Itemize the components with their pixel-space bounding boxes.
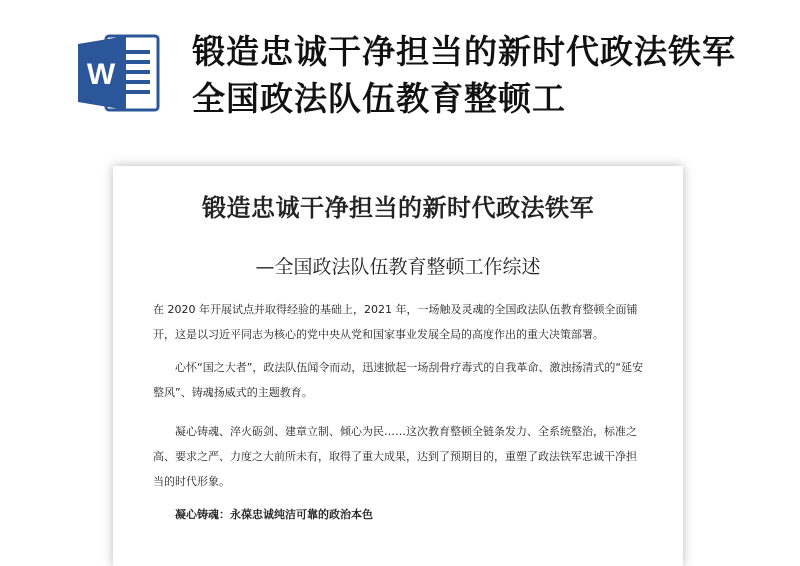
paragraph-3: 凝心铸魂、淬火砺剑、建章立制、倾心为民……这次教育整顿全链条发力、全系统整治，标准之高、要求之严、力度之大前所未有，取得了重大成果，达到了预期目的，重塑了政法铁军忠诚干净担当的时代形象。 <box>153 425 637 488</box>
document-page <box>113 166 683 566</box>
section-heading: 凝心铸魂：永葆忠诚纯洁可靠的政治本色 <box>175 508 373 521</box>
document-subtitle: —全国政法队伍教育整顿工作综述 <box>255 256 541 278</box>
paragraph-2: 心怀“国之大者”，政法队伍闻令而动，迅速掀起一场刮骨疗毒式的自我革命、激浊扬清式的“延安整风”、铸魂扬威式的主题教育。 <box>153 361 644 399</box>
header-banner <box>0 0 800 150</box>
word-icon-letter: W <box>86 58 116 91</box>
word-document-icon <box>76 32 164 114</box>
paragraph-1: 在 2020 年开展试点并取得经验的基础上，2021 年，一场触及灵魂的全国政法队伍教育整顿全面铺开，这是以习近平同志为核心的党中央从党和国家事业发展全局的高度作出的重大决策部署。 <box>153 303 638 341</box>
header-title: 锻造忠诚干净担当的新时代政法铁军 全国政法队伍教育整顿工 <box>192 32 736 118</box>
document-title: 锻造忠诚干净担当的新时代政法铁军 <box>202 194 594 222</box>
